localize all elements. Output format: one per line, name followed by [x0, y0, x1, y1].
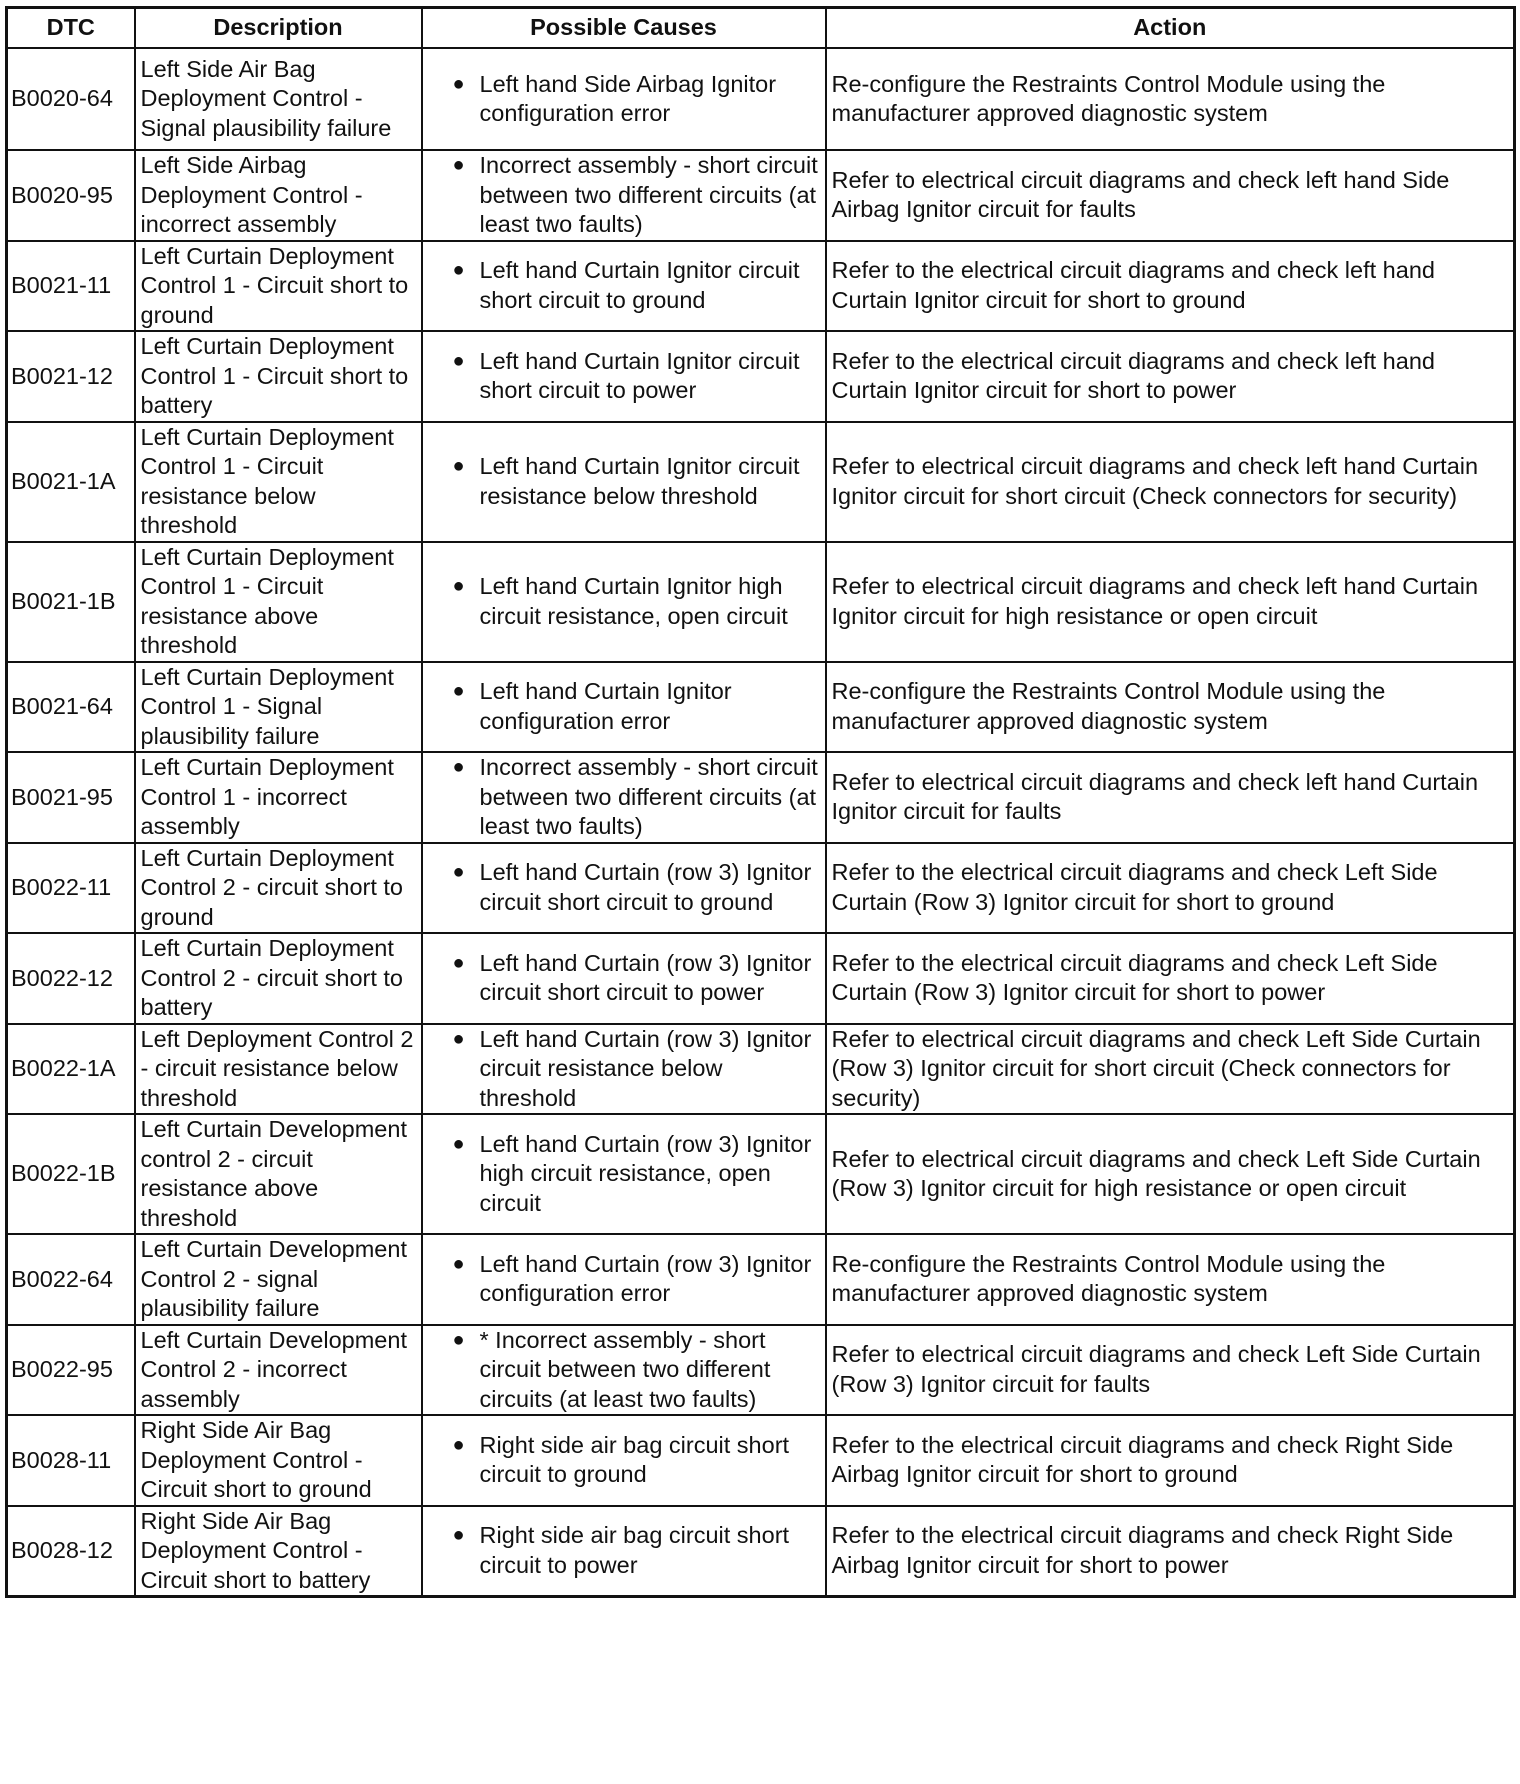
- dtc-document: [5, 6, 1513, 1598]
- cause-text: Left hand Curtain (row 3) Ignitor circuit short circuit to ground: [479, 859, 812, 915]
- cause-text: Left hand Curtain Ignitor circuit short circuit to power: [479, 347, 800, 404]
- cause-item: [428, 256, 820, 315]
- action-cell: Refer to electrical circuit diagrams and check left hand Curtain Ignitor circuit for faults: [826, 752, 1515, 843]
- bullet-icon: ●: [452, 455, 465, 477]
- table-row: [7, 1325, 1515, 1416]
- action-cell: Refer to the electrical circuit diagrams and check left hand Curtain Ignitor circuit for short to power: [826, 331, 1515, 422]
- possible-causes-cell: [422, 1114, 826, 1234]
- table-row: [7, 331, 1515, 422]
- table-row: [7, 752, 1515, 843]
- possible-causes-cell: [422, 662, 826, 753]
- header-row: [7, 8, 1515, 49]
- action-cell: Refer to electrical circuit diagrams and check left hand Side Airbag Ignitor circuit for faults: [826, 150, 1515, 241]
- table-body: [7, 48, 1515, 1597]
- bullet-icon: ●: [452, 756, 465, 778]
- cause-item: [428, 151, 820, 240]
- possible-causes-cell: [422, 241, 826, 332]
- cause-text: Left hand Curtain Ignitor high circuit resistance, open circuit: [479, 573, 788, 629]
- table-row: [7, 1114, 1515, 1234]
- bullet-icon: ●: [452, 1132, 465, 1155]
- dtc-code-cell: B0021-95: [7, 752, 135, 843]
- cause-text: Left hand Curtain (row 3) Ignitor circuit resistance below threshold: [479, 1025, 812, 1111]
- dtc-code-cell: B0021-12: [7, 331, 135, 422]
- dtc-code-cell: B0020-64: [7, 48, 135, 150]
- description-cell: Left Side Airbag Deployment Control - incorrect assembly: [135, 150, 422, 241]
- action-cell: Refer to the electrical circuit diagrams and check left hand Curtain Ignitor circuit for short to ground: [826, 241, 1515, 332]
- header-description: Description: [135, 8, 422, 49]
- description-cell: Right Side Air Bag Deployment Control - Circuit short to ground: [135, 1415, 422, 1506]
- cause-item: [428, 452, 820, 511]
- cause-text: Left hand Side Airbag Ignitor configuration error: [479, 70, 777, 126]
- cause-item: [428, 1250, 820, 1309]
- bullet-icon: ●: [452, 259, 465, 282]
- cause-text: Right side air bag circuit short circuit to ground: [479, 1431, 790, 1488]
- possible-causes-cell: [422, 752, 826, 843]
- bullet-icon: ●: [452, 575, 465, 597]
- dtc-code-cell: B0028-12: [7, 1506, 135, 1597]
- description-cell: Left Curtain Deployment Control 1 - Signal plausibility failure: [135, 662, 422, 753]
- table-row: [7, 843, 1515, 934]
- table-row: [7, 933, 1515, 1024]
- cause-item: [428, 753, 820, 842]
- dtc-code-cell: B0022-1B: [7, 1114, 135, 1234]
- possible-causes-cell: [422, 1506, 826, 1597]
- cause-text: Left hand Curtain (row 3) Ignitor circuit short circuit to power: [479, 949, 812, 1006]
- cause-item: [428, 347, 820, 406]
- cause-item: [428, 572, 820, 631]
- table-row: [7, 542, 1515, 662]
- header-action: Action: [826, 8, 1515, 49]
- header-possible-causes: Possible Causes: [422, 8, 826, 49]
- cause-text: Left hand Curtain Ignitor circuit short circuit to ground: [479, 257, 800, 313]
- possible-causes-cell: [422, 933, 826, 1024]
- table-row: [7, 48, 1515, 150]
- dtc-code-cell: B0028-11: [7, 1415, 135, 1506]
- description-cell: Left Curtain Deployment Control 1 - incorrect assembly: [135, 752, 422, 843]
- table-row: [7, 662, 1515, 753]
- dtc-code-cell: B0022-95: [7, 1325, 135, 1416]
- description-cell: Left Curtain Development control 2 - circuit resistance above threshold: [135, 1114, 422, 1234]
- action-cell: Refer to the electrical circuit diagrams and check Left Side Curtain (Row 3) Ignitor circuit for short to ground: [826, 843, 1515, 934]
- bullet-icon: ●: [452, 1328, 465, 1351]
- cause-item: [428, 1130, 820, 1219]
- possible-causes-cell: [422, 331, 826, 422]
- bullet-icon: ●: [452, 1433, 465, 1456]
- description-cell: Left Side Air Bag Deployment Control - Signal plausibility failure: [135, 48, 422, 150]
- table-row: [7, 1234, 1515, 1325]
- action-cell: Re-configure the Restraints Control Module using the manufacturer approved diagnostic system: [826, 662, 1515, 753]
- cause-item: [428, 1431, 820, 1490]
- action-cell: Re-configure the Restraints Control Module using the manufacturer approved diagnostic system: [826, 48, 1515, 150]
- possible-causes-cell: [422, 1024, 826, 1115]
- action-cell: Re-configure the Restraints Control Module using the manufacturer approved diagnostic system: [826, 1234, 1515, 1325]
- possible-causes-cell: [422, 542, 826, 662]
- dtc-code-cell: B0020-95: [7, 150, 135, 241]
- description-cell: Left Curtain Deployment Control 1 - Circuit resistance above threshold: [135, 542, 422, 662]
- action-cell: Refer to the electrical circuit diagrams and check Right Side Airbag Ignitor circuit for short to ground: [826, 1415, 1515, 1506]
- cause-text: Left hand Curtain Ignitor configuration error: [479, 678, 732, 734]
- description-cell: Left Curtain Development Control 2 - signal plausibility failure: [135, 1234, 422, 1325]
- header-dtc: DTC: [7, 8, 135, 49]
- bullet-icon: ●: [452, 1027, 465, 1050]
- description-cell: Left Curtain Deployment Control 1 - Circuit short to battery: [135, 331, 422, 422]
- bullet-icon: ●: [452, 72, 465, 95]
- cause-item: [428, 1521, 820, 1580]
- cause-text: * Incorrect assembly - short circuit between two different circuits (at least two faults): [479, 1326, 771, 1412]
- action-cell: Refer to electrical circuit diagrams and check Left Side Curtain (Row 3) Ignitor circuit for faults: [826, 1325, 1515, 1416]
- bullet-icon: ●: [452, 1524, 465, 1547]
- action-cell: Refer to electrical circuit diagrams and check Left Side Curtain (Row 3) Ignitor circuit for high resistance or open circuit: [826, 1114, 1515, 1234]
- dtc-code-cell: B0022-64: [7, 1234, 135, 1325]
- cause-item: [428, 1025, 820, 1114]
- cause-item: [428, 949, 820, 1008]
- description-cell: Left Deployment Control 2 - circuit resistance below threshold: [135, 1024, 422, 1115]
- cause-item: [428, 1326, 820, 1415]
- action-cell: Refer to electrical circuit diagrams and check Left Side Curtain (Row 3) Ignitor circuit for short circuit (Check connectors for security): [826, 1024, 1515, 1115]
- action-cell: Refer to electrical circuit diagrams and check left hand Curtain Ignitor circuit for high resistance or open circuit: [826, 542, 1515, 662]
- cause-text: Incorrect assembly - short circuit between two different circuits (at least two faults): [479, 152, 818, 237]
- action-cell: Refer to the electrical circuit diagrams and check Right Side Airbag Ignitor circuit for short to power: [826, 1506, 1515, 1597]
- cause-text: Left hand Curtain Ignitor circuit resistance below threshold: [479, 453, 800, 509]
- bullet-icon: ●: [452, 1252, 465, 1275]
- possible-causes-cell: [422, 48, 826, 150]
- action-cell: Refer to the electrical circuit diagrams and check Left Side Curtain (Row 3) Ignitor circuit for short to power: [826, 933, 1515, 1024]
- possible-causes-cell: [422, 843, 826, 934]
- possible-causes-cell: [422, 1415, 826, 1506]
- possible-causes-cell: [422, 1234, 826, 1325]
- dtc-code-cell: B0021-1B: [7, 542, 135, 662]
- cause-text: Left hand Curtain (row 3) Ignitor configuration error: [479, 1250, 812, 1307]
- action-cell: Refer to electrical circuit diagrams and check left hand Curtain Ignitor circuit for short circuit (Check connectors for security): [826, 422, 1515, 542]
- table-row: [7, 1506, 1515, 1597]
- description-cell: Left Curtain Development Control 2 - incorrect assembly: [135, 1325, 422, 1416]
- bullet-icon: ●: [452, 951, 465, 974]
- bullet-icon: ●: [452, 154, 465, 176]
- description-cell: Right Side Air Bag Deployment Control - Circuit short to battery: [135, 1506, 422, 1597]
- dtc-code-cell: B0021-64: [7, 662, 135, 753]
- dtc-table: [5, 6, 1516, 1598]
- description-cell: Left Curtain Deployment Control 1 - Circuit resistance below threshold: [135, 422, 422, 542]
- cause-item: [428, 70, 820, 129]
- description-cell: Left Curtain Deployment Control 2 - circuit short to ground: [135, 843, 422, 934]
- cause-text: Incorrect assembly - short circuit between two different circuits (at least two faults): [479, 754, 818, 839]
- description-cell: Left Curtain Deployment Control 2 - circuit short to battery: [135, 933, 422, 1024]
- possible-causes-cell: [422, 150, 826, 241]
- description-cell: Left Curtain Deployment Control 1 - Circuit short to ground: [135, 241, 422, 332]
- table-row: [7, 150, 1515, 241]
- possible-causes-cell: [422, 422, 826, 542]
- dtc-code-cell: B0021-1A: [7, 422, 135, 542]
- table-row: [7, 422, 1515, 542]
- cause-text: Left hand Curtain (row 3) Ignitor high circuit resistance, open circuit: [479, 1130, 812, 1216]
- table-row: [7, 241, 1515, 332]
- dtc-code-cell: B0022-12: [7, 933, 135, 1024]
- cause-item: [428, 677, 820, 736]
- table-row: [7, 1415, 1515, 1506]
- bullet-icon: ●: [452, 680, 465, 703]
- bullet-icon: ●: [452, 861, 465, 884]
- table-row: [7, 1024, 1515, 1115]
- possible-causes-cell: [422, 1325, 826, 1416]
- dtc-code-cell: B0022-11: [7, 843, 135, 934]
- bullet-icon: ●: [452, 349, 465, 372]
- dtc-code-cell: B0022-1A: [7, 1024, 135, 1115]
- cause-item: [428, 858, 820, 917]
- dtc-code-cell: B0021-11: [7, 241, 135, 332]
- cause-text: Right side air bag circuit short circuit to power: [479, 1522, 790, 1578]
